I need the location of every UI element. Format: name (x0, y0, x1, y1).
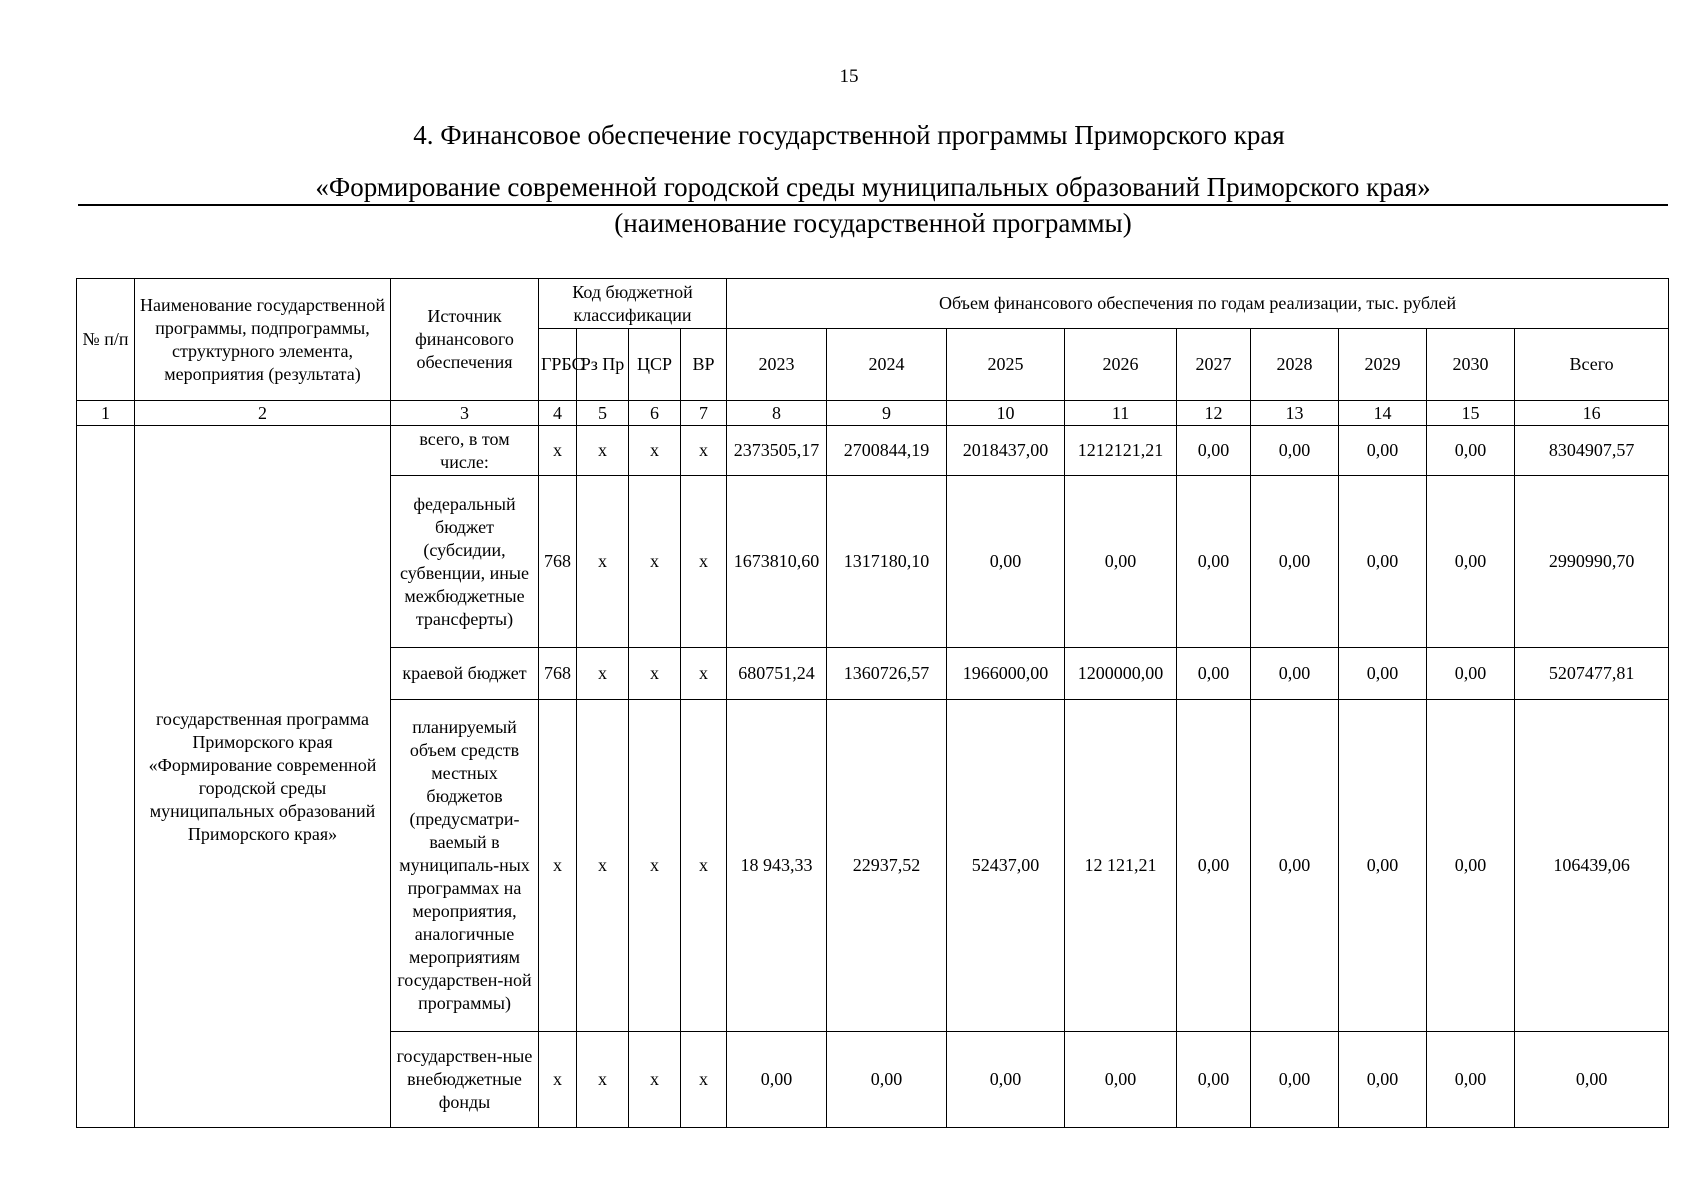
value-cell: 2018437,00 (947, 426, 1065, 476)
code-cell: x (577, 426, 629, 476)
header-num: № п/п (77, 279, 135, 401)
source-cell: государствен-ные внебюджетные фонды (391, 1032, 539, 1128)
value-cell: 0,00 (1177, 700, 1251, 1032)
code-cell: x (539, 700, 577, 1032)
total-cell: 5207477,81 (1515, 648, 1669, 700)
value-cell: 0,00 (1177, 648, 1251, 700)
value-cell: 0,00 (1339, 648, 1427, 700)
header-year-2023: 2023 (727, 329, 827, 401)
value-cell: 0,00 (1427, 426, 1515, 476)
header-year-2026: 2026 (1065, 329, 1177, 401)
program-title-cell: государственная программа Приморского края «Формирование современной городской среды муниципальных образований Приморского края» (135, 426, 391, 1128)
financing-table (76, 278, 1669, 1128)
value-cell: 2700844,19 (827, 426, 947, 476)
code-cell: x (577, 648, 629, 700)
column-number: 12 (1177, 401, 1251, 426)
total-cell: 0,00 (1515, 1032, 1669, 1128)
header-row-1 (77, 279, 1669, 329)
column-number: 3 (391, 401, 539, 426)
table-row (77, 426, 1669, 476)
column-number: 10 (947, 401, 1065, 426)
header-year-2024: 2024 (827, 329, 947, 401)
code-cell: x (629, 426, 681, 476)
value-cell: 1673810,60 (727, 476, 827, 648)
value-cell: 18 943,33 (727, 700, 827, 1032)
header-rzpr: Рз Пр (577, 329, 629, 401)
value-cell: 0,00 (1251, 648, 1339, 700)
value-cell: 0,00 (1339, 1032, 1427, 1128)
value-cell: 22937,52 (827, 700, 947, 1032)
source-cell: планируемый объем средств местных бюджетов (предусматри-ваемый в муниципаль-ных программах на мероприятия, аналогичные мероприятиям государствен-ной программы) (391, 700, 539, 1032)
code-cell: x (629, 648, 681, 700)
column-number: 15 (1427, 401, 1515, 426)
row-number-cell (77, 426, 135, 1128)
section-title: 4. Финансовое обеспечение государственной программы Приморского края (413, 120, 1285, 150)
value-cell: 0,00 (1251, 426, 1339, 476)
value-cell: 1212121,21 (1065, 426, 1177, 476)
column-number: 11 (1065, 401, 1177, 426)
column-number: 13 (1251, 401, 1339, 426)
code-cell: x (577, 700, 629, 1032)
header-grbs: ГРБС (539, 329, 577, 401)
total-cell: 2990990,70 (1515, 476, 1669, 648)
code-cell: 768 (539, 476, 577, 648)
column-number: 1 (77, 401, 135, 426)
header-year-2028: 2028 (1251, 329, 1339, 401)
value-cell: 52437,00 (947, 700, 1065, 1032)
total-cell: 106439,06 (1515, 700, 1669, 1032)
code-cell: x (681, 426, 727, 476)
value-cell: 0,00 (947, 476, 1065, 648)
header-year-2025: 2025 (947, 329, 1065, 401)
column-number: 4 (539, 401, 577, 426)
value-cell: 0,00 (1251, 700, 1339, 1032)
value-cell: 2373505,17 (727, 426, 827, 476)
header-year-2027: 2027 (1177, 329, 1251, 401)
value-cell: 0,00 (1427, 700, 1515, 1032)
value-cell: 1317180,10 (827, 476, 947, 648)
header-year-2029: 2029 (1339, 329, 1427, 401)
value-cell: 0,00 (1427, 476, 1515, 648)
value-cell: 0,00 (1251, 1032, 1339, 1128)
page-number: 15 (839, 66, 859, 87)
header-year-2030: 2030 (1427, 329, 1515, 401)
column-number: 14 (1339, 401, 1427, 426)
value-cell: 0,00 (1339, 700, 1427, 1032)
source-cell: всего, в том числе: (391, 426, 539, 476)
column-number: 5 (577, 401, 629, 426)
header-volume: Объем финансового обеспечения по годам реализации, тыс. рублей (727, 279, 1669, 329)
program-name-note: (наименование государственной программы) (614, 208, 1132, 238)
header-vr: ВР (681, 329, 727, 401)
value-cell: 0,00 (1065, 476, 1177, 648)
value-cell: 0,00 (947, 1032, 1065, 1128)
column-number: 2 (135, 401, 391, 426)
source-cell: федеральный бюджет (субсидии, субвенции, иные межбюджетные трансферты) (391, 476, 539, 648)
column-number-row (77, 401, 1669, 426)
column-number: 6 (629, 401, 681, 426)
value-cell: 0,00 (727, 1032, 827, 1128)
value-cell: 0,00 (1177, 1032, 1251, 1128)
column-number: 16 (1515, 401, 1669, 426)
code-cell: x (577, 1032, 629, 1128)
value-cell: 0,00 (1339, 426, 1427, 476)
value-cell: 0,00 (1065, 1032, 1177, 1128)
code-cell: x (539, 1032, 577, 1128)
code-cell: x (539, 426, 577, 476)
value-cell: 1360726,57 (827, 648, 947, 700)
value-cell: 12 121,21 (1065, 700, 1177, 1032)
header-name: Наименование государственной программы, подпрограммы, структурного элемента, мероприятия (результата) (135, 279, 391, 401)
program-name: «Формирование современной городской среды муниципальных образований Приморского края» (78, 170, 1668, 206)
code-cell: x (681, 1032, 727, 1128)
code-cell: x (681, 648, 727, 700)
header-budget-code: Код бюджетной классификации (539, 279, 727, 329)
value-cell: 1966000,00 (947, 648, 1065, 700)
value-cell: 0,00 (1427, 1032, 1515, 1128)
column-number: 7 (681, 401, 727, 426)
value-cell: 0,00 (1427, 648, 1515, 700)
code-cell: 768 (539, 648, 577, 700)
code-cell: x (629, 1032, 681, 1128)
total-cell: 8304907,57 (1515, 426, 1669, 476)
source-cell: краевой бюджет (391, 648, 539, 700)
code-cell: x (629, 476, 681, 648)
header-total: Всего (1515, 329, 1669, 401)
value-cell: 0,00 (1339, 476, 1427, 648)
value-cell: 0,00 (1177, 426, 1251, 476)
code-cell: x (629, 700, 681, 1032)
value-cell: 680751,24 (727, 648, 827, 700)
column-number: 8 (727, 401, 827, 426)
value-cell: 0,00 (1177, 476, 1251, 648)
value-cell: 0,00 (1251, 476, 1339, 648)
header-csr: ЦСР (629, 329, 681, 401)
value-cell: 0,00 (827, 1032, 947, 1128)
value-cell: 1200000,00 (1065, 648, 1177, 700)
column-number: 9 (827, 401, 947, 426)
code-cell: x (681, 476, 727, 648)
code-cell: x (681, 700, 727, 1032)
code-cell: x (577, 476, 629, 648)
header-source: Источник финансового обеспечения (391, 279, 539, 401)
